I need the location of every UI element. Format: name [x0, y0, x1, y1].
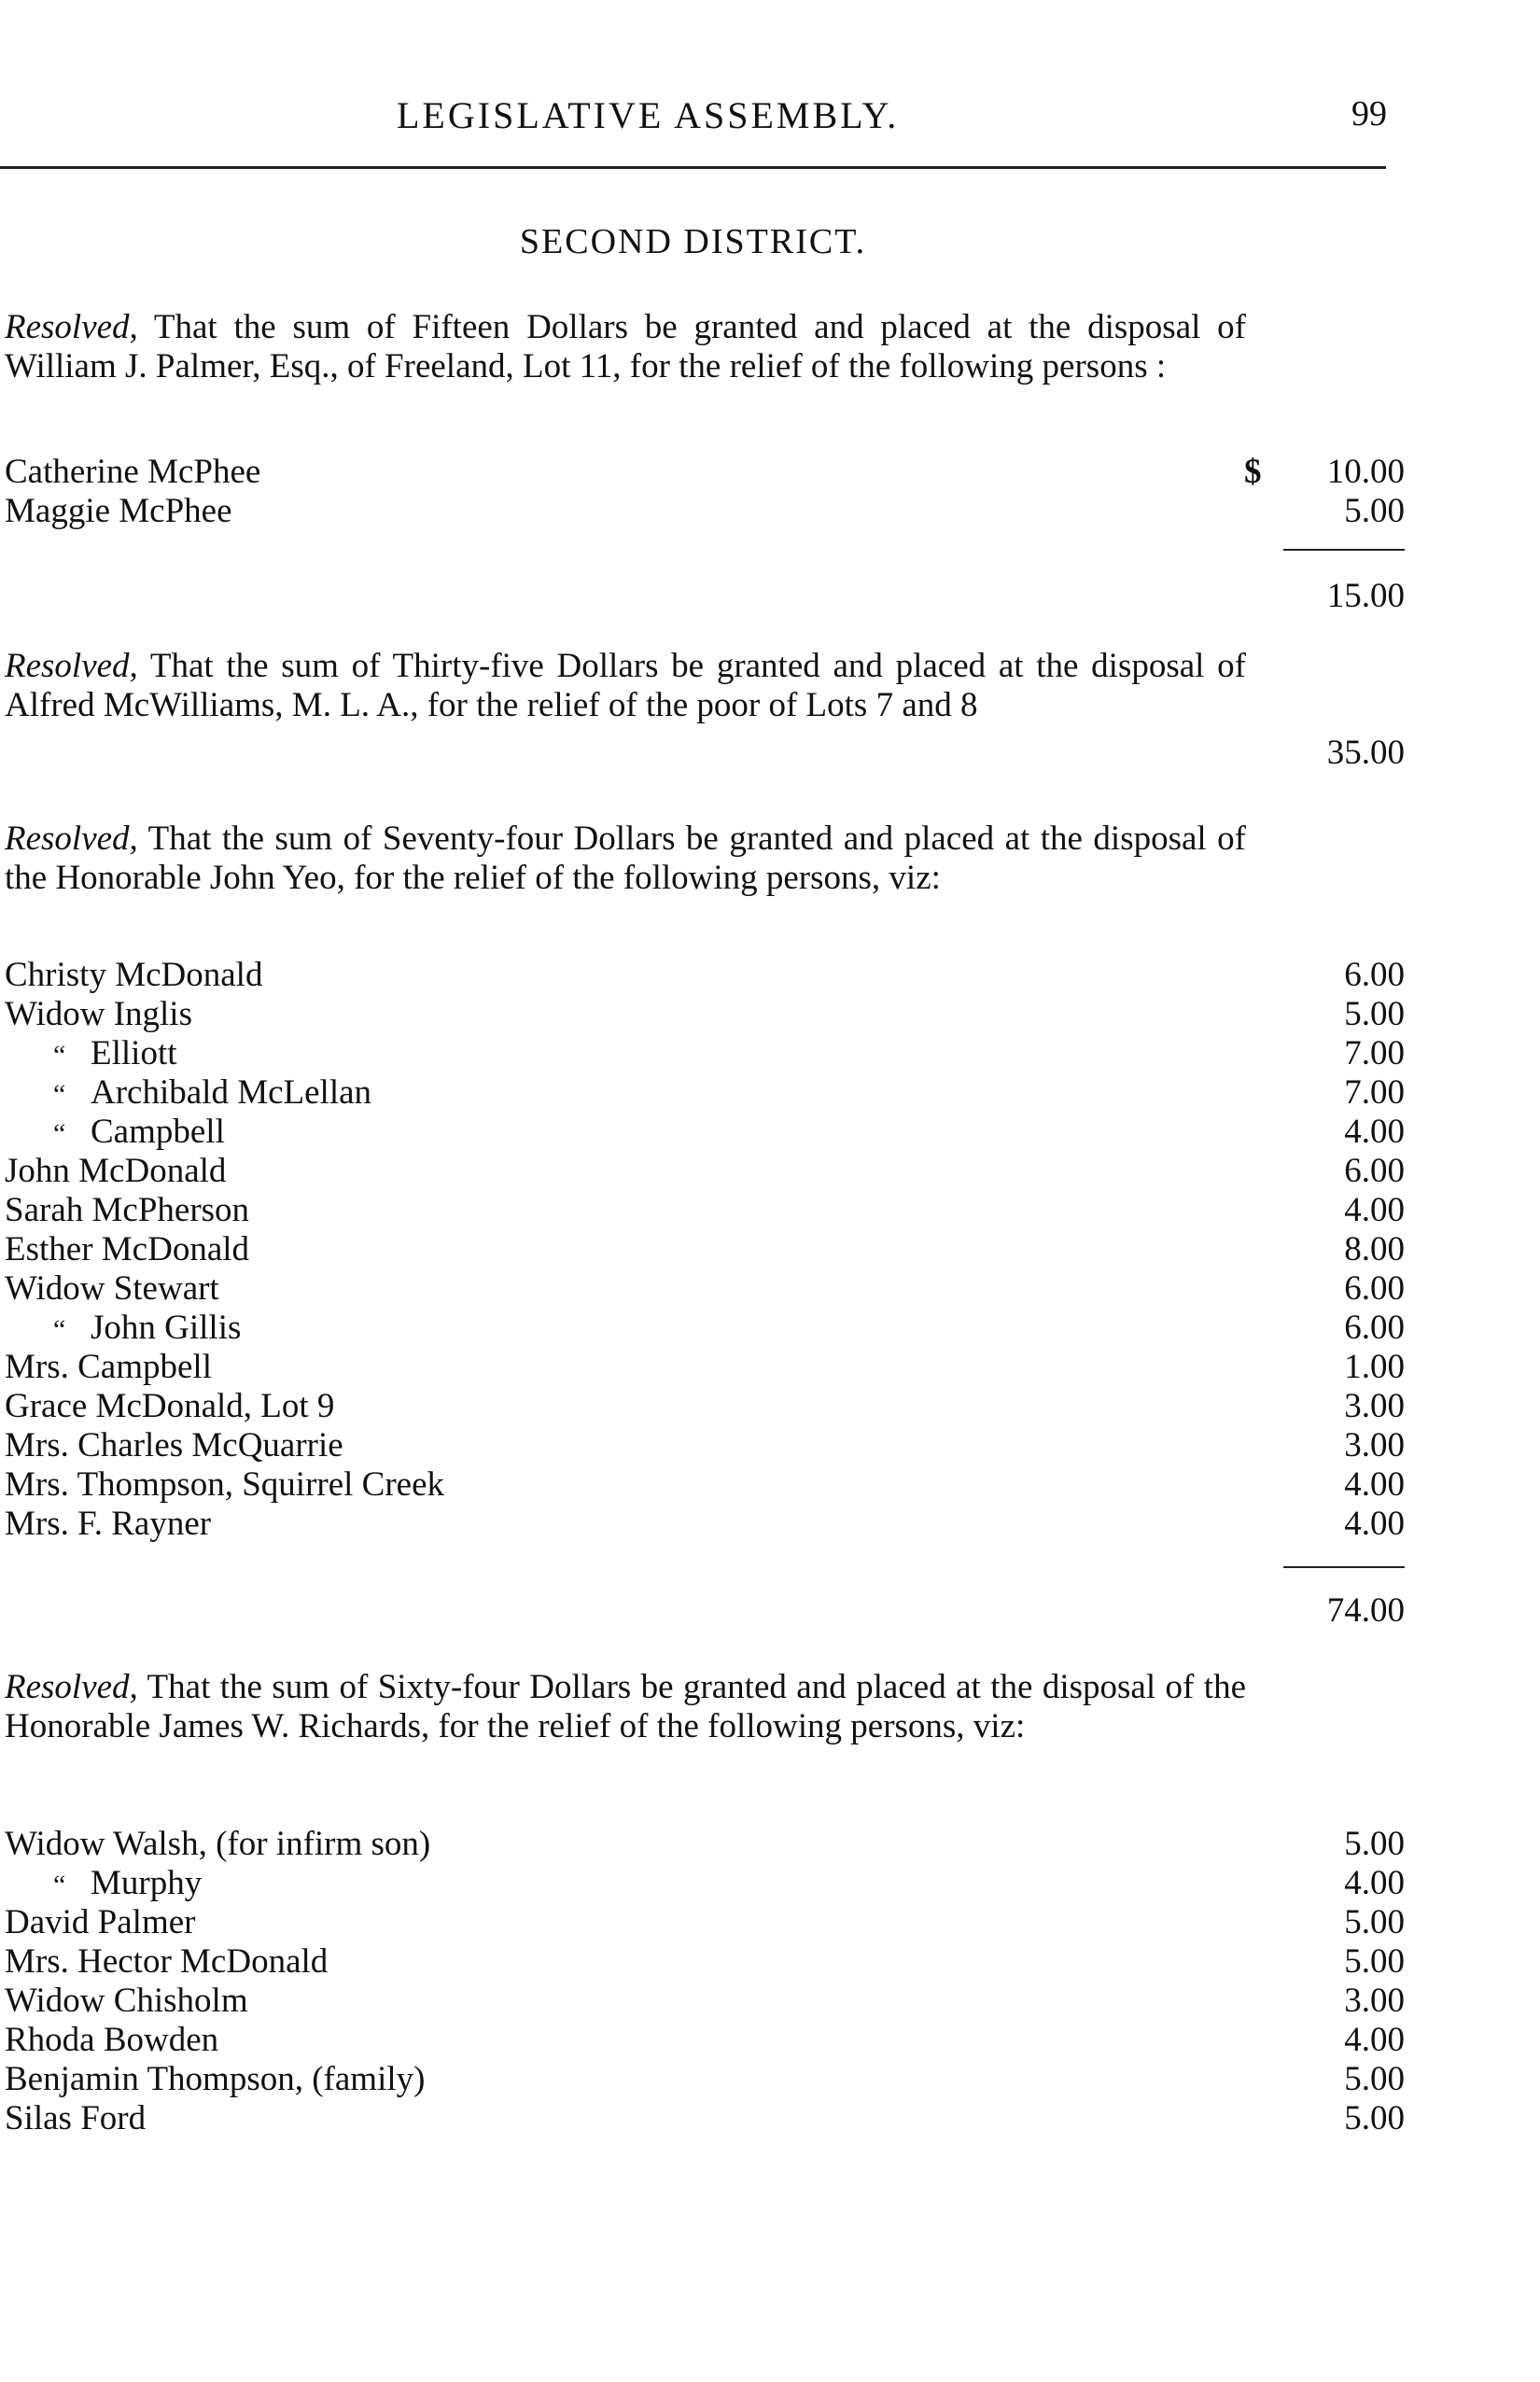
amount: 5.00 [1344, 492, 1405, 530]
amount: 5.00 [1344, 1825, 1405, 1863]
ditto-mark: “ [53, 1040, 66, 1071]
list-item [5, 492, 1405, 531]
list-item [5, 1825, 1405, 1864]
name-text: John Gillis [91, 1309, 242, 1347]
person-name: Mrs. Thompson, Squirrel Creek [5, 1465, 445, 1504]
person-name: Maggie McPhee [5, 492, 232, 530]
currency-symbol: $ [1244, 453, 1262, 491]
person-name [53, 1864, 202, 1905]
running-title: LEGISLATIVE ASSEMBLY. [397, 94, 900, 136]
amount: 4.00 [1344, 1864, 1405, 1902]
name-text: Archibald McLellan [91, 1073, 372, 1112]
resolution-3-text [5, 820, 1246, 898]
resolution-1-list [5, 453, 1405, 531]
ditto-mark: “ [53, 1079, 66, 1110]
amount: 6.00 [1344, 1309, 1405, 1347]
list-item [5, 1348, 1405, 1387]
resolution-1-text [5, 308, 1246, 386]
amount: 10.00 [1326, 453, 1405, 491]
amount: 5.00 [1344, 1942, 1405, 1981]
amount: 6.00 [1344, 1269, 1405, 1308]
amount: 5.00 [1344, 2099, 1405, 2137]
amount: 1.00 [1344, 1348, 1405, 1386]
person-name: Widow Stewart [5, 1269, 219, 1308]
section-title: SECOND DISTRICT. [519, 222, 867, 261]
list-item [5, 1191, 1405, 1230]
resolution-3-total: 74.00 [1326, 1591, 1405, 1630]
person-name: Sarah McPherson [5, 1191, 250, 1229]
amount: 7.00 [1344, 1073, 1405, 1112]
name-text: Murphy [91, 1864, 203, 1902]
page-header [0, 93, 1400, 142]
list-item [5, 453, 1405, 492]
list-item [5, 1903, 1405, 1942]
amount: 4.00 [1344, 1191, 1405, 1229]
resolution-body: That the sum of Fifteen Dollars be granted and placed at the disposal of William J. Palmer, Esq., of Freeland, Lot 11, for the relief of the following persons : [5, 308, 1246, 385]
person-name: Mrs. Campbell [5, 1348, 212, 1386]
header-rule [0, 166, 1386, 169]
person-name: Widow Chisholm [5, 1982, 248, 2020]
list-item [5, 1387, 1405, 1426]
person-name: Mrs. F. Rayner [5, 1505, 212, 1543]
resolution-4-text [5, 1668, 1246, 1746]
amount: 5.00 [1344, 2060, 1405, 2098]
amount: 3.00 [1344, 1387, 1405, 1425]
list-item [5, 956, 1405, 995]
resolution-body: That the sum of Seventy-four Dollars be granted and placed at the disposal of the Honorable John Yeo, for the relief of the following persons, viz: [5, 820, 1246, 897]
amount: 4.00 [1344, 1465, 1405, 1504]
list-item [5, 2060, 1405, 2099]
amount: 4.00 [1344, 2021, 1405, 2059]
list-item [5, 1073, 1405, 1113]
list-item [5, 1426, 1405, 1465]
total-rule [1283, 549, 1405, 551]
person-name [53, 1073, 371, 1114]
resolved-lead: Resolved, [5, 820, 138, 858]
list-item [5, 1465, 1405, 1505]
list-item [5, 1152, 1405, 1191]
list-item [5, 1230, 1405, 1269]
resolution-2-amount: 35.00 [1326, 734, 1405, 772]
person-name [53, 1113, 225, 1154]
person-name: David Palmer [5, 1903, 196, 1941]
person-name: Widow Walsh, (for infirm son) [5, 1825, 431, 1863]
list-item [5, 995, 1405, 1034]
resolved-lead: Resolved, [5, 647, 138, 685]
name-text: Campbell [91, 1113, 225, 1151]
person-name: John McDonald [5, 1152, 227, 1190]
resolution-1-total: 15.00 [1326, 577, 1405, 615]
resolution-4-list [5, 1825, 1405, 2138]
page-number: 99 [1351, 94, 1387, 133]
resolution-2-text [5, 647, 1246, 725]
ditto-mark: “ [53, 1870, 66, 1900]
person-name: Catherine McPhee [5, 453, 261, 491]
amount: 3.00 [1344, 1426, 1405, 1464]
resolution-body: That the sum of Sixty-four Dollars be granted and placed at the disposal of the Honorable James W. Richards, for the relief of the following persons, viz: [5, 1668, 1246, 1745]
amount: 8.00 [1344, 1230, 1405, 1268]
list-item [5, 1864, 1405, 1903]
resolved-lead: Resolved, [5, 308, 138, 346]
list-item [5, 1034, 1405, 1073]
list-item [5, 2021, 1405, 2060]
list-item [5, 1942, 1405, 1982]
amount: 4.00 [1344, 1113, 1405, 1151]
person-name: Mrs. Hector McDonald [5, 1942, 329, 1981]
amount: 6.00 [1344, 956, 1405, 994]
person-name: Widow Inglis [5, 995, 192, 1033]
resolution-body: That the sum of Thirty-five Dollars be granted and placed at the disposal of Alfred McWilliams, M. L. A., for the relief of the poor of Lots 7 and 8 [5, 647, 1246, 724]
amount: 6.00 [1344, 1152, 1405, 1190]
resolution-3-list [5, 956, 1405, 1544]
person-name: Benjamin Thompson, (family) [5, 2060, 426, 2098]
list-item [5, 1982, 1405, 2021]
person-name: Rhoda Bowden [5, 2021, 219, 2059]
person-name: Grace McDonald, Lot 9 [5, 1387, 335, 1425]
name-text: Elliott [91, 1034, 177, 1072]
person-name: Christy McDonald [5, 956, 263, 994]
amount: 3.00 [1344, 1982, 1405, 2020]
person-name: Esther McDonald [5, 1230, 250, 1268]
list-item [5, 1269, 1405, 1309]
list-item [5, 1505, 1405, 1544]
list-item [5, 2099, 1405, 2138]
person-name [53, 1309, 241, 1350]
total-rule [1283, 1566, 1405, 1568]
amount: 5.00 [1344, 1903, 1405, 1941]
amount: 7.00 [1344, 1034, 1405, 1072]
ditto-mark: “ [53, 1118, 66, 1149]
list-item [5, 1309, 1405, 1348]
resolved-lead: Resolved, [5, 1668, 138, 1706]
amount: 4.00 [1344, 1505, 1405, 1543]
list-item [5, 1113, 1405, 1152]
person-name: Mrs. Charles McQuarrie [5, 1426, 343, 1464]
person-name: Silas Ford [5, 2099, 147, 2137]
amount: 5.00 [1344, 995, 1405, 1033]
ditto-mark: “ [53, 1314, 66, 1345]
person-name [53, 1034, 177, 1075]
